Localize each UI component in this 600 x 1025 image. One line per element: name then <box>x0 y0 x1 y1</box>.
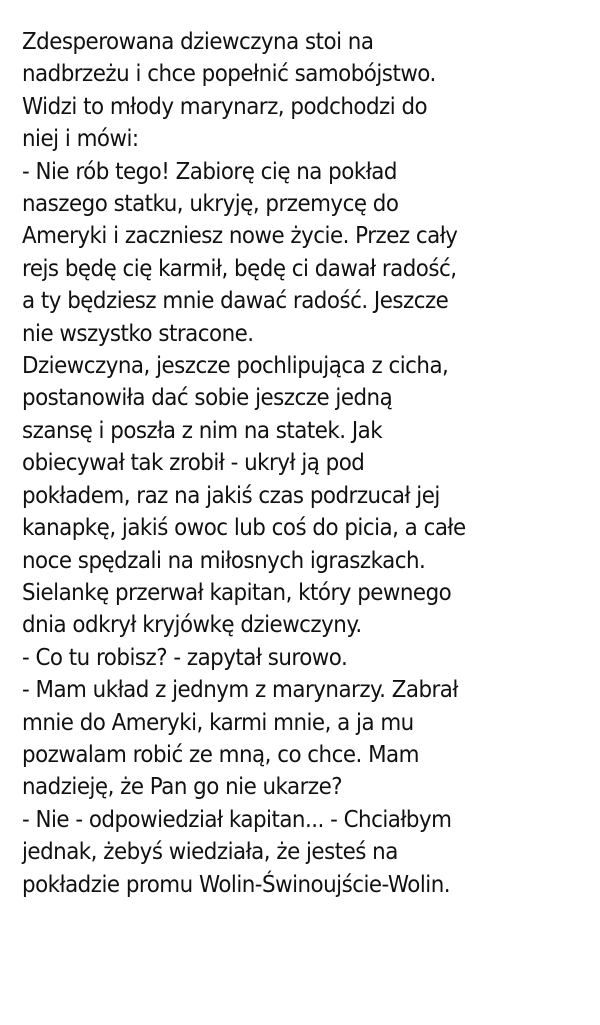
text-line: mnie do Ameryki, karmi mnie, a ja mu <box>22 709 414 736</box>
text-line: - Co tu robisz? - zapytał surowo. <box>22 644 348 671</box>
text-line: - Mam układ z jednym z marynarzy. Zabrał <box>22 677 458 704</box>
text-line: Sielankę przerwał kapitan, który pewnego <box>22 579 452 606</box>
text-line: pokładem, raz na jakiś czas podrzucał jej <box>22 482 440 509</box>
text-line: Zdesperowana dziewczyna stoi na <box>22 29 374 55</box>
text-line: - Nie rób tego! Zabiorę cię na pokład <box>22 158 397 185</box>
joke-text <box>22 26 592 901</box>
text-line: postanowiła dać sobie jeszcze jedną <box>22 385 393 412</box>
text-line: pokładzie promu Wolin-Świnoujście-Wolin. <box>22 871 451 898</box>
text-line: dnia odkrył kryjówkę dziewczyny. <box>22 612 362 639</box>
text-line: naszego statku, ukryję, przemycę do <box>22 191 399 218</box>
text-line: nadbrzeżu i chce popełnić samobójstwo. <box>22 61 436 88</box>
text-line: nie wszystko stracone. <box>22 320 254 347</box>
text-line: niej i mówi: <box>22 126 139 153</box>
text-line: obiecywał tak zrobił - ukrył ją pod <box>22 450 365 477</box>
text-line: pozwalam robić ze mną, co chce. Mam <box>22 741 419 768</box>
text-line: rejs będę cię karmił, będę ci dawał radość, <box>22 255 457 282</box>
text-line: nadzieję, że Pan go nie ukarze? <box>22 774 343 801</box>
text-line: Dziewczyna, jeszcze pochlipująca z cicha, <box>22 353 449 380</box>
text-line: noce spędzali na miłosnych igraszkach. <box>22 547 426 574</box>
text-line: Widzi to młody marynarz, podchodzi do <box>22 93 428 120</box>
text-line: a ty będziesz mnie dawać radość. Jeszcze <box>22 288 449 315</box>
text-line: Ameryki i zaczniesz nowe życie. Przez cały <box>22 223 458 250</box>
text-line: szansę i poszła z nim na statek. Jak <box>22 417 383 444</box>
text-line: jednak, żebyś wiedziała, że jesteś na <box>22 839 398 866</box>
text-line: kanapkę, jakiś owoc lub coś do picia, a całe <box>22 515 466 542</box>
text-line: - Nie - odpowiedział kapitan... - Chciałbym <box>22 806 452 833</box>
